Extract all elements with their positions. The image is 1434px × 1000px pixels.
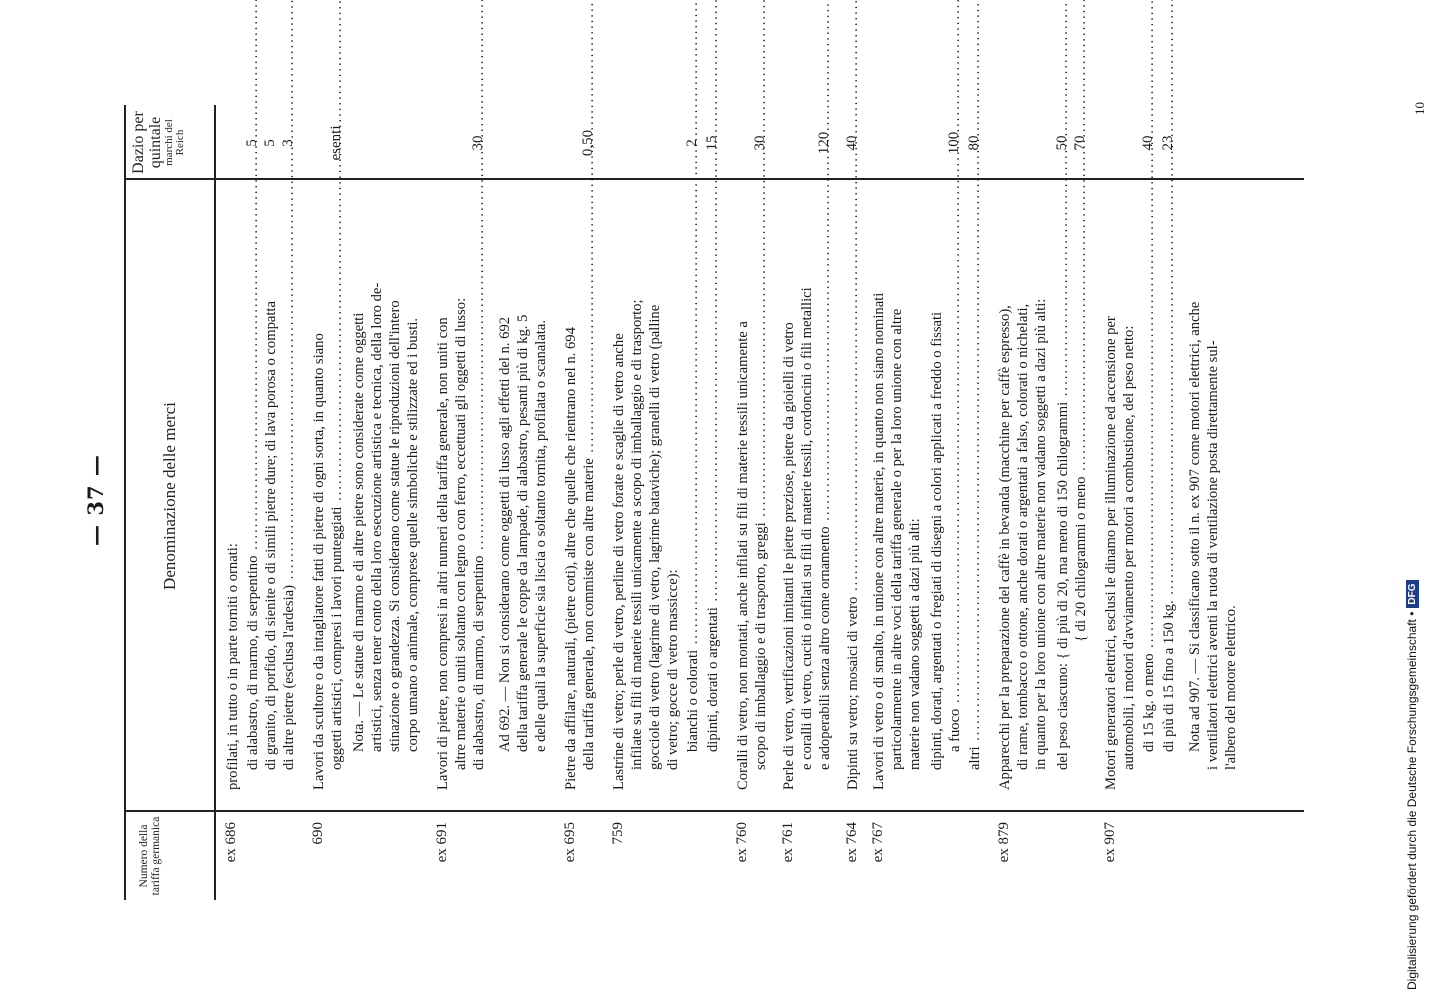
item-text: a fuoco ..... <box>946 185 964 752</box>
digitization-credit <box>1405 10 1419 990</box>
item-text: e adoperabili senza altro come ornamento ..... <box>816 185 834 770</box>
duty-value: 100 <box>946 131 962 155</box>
page-footer-number: 10 <box>1412 102 1427 115</box>
item-text: Motori generatori elettrici, esclusi le dinamo per illuminazione ed accensione per <box>1103 316 1119 790</box>
item-text: in quanto per la loro unione con altre materie non vadano soggetti a dazi più alti: <box>1033 298 1049 770</box>
duty-value: 23 <box>1160 135 1176 151</box>
item-text: { di 20 chilogrammi o meno ..... <box>1072 185 1090 642</box>
item-text: Lavori da scultore o da intagliatore fatti di pietre di ogni sorta, in quanto siano <box>311 333 327 790</box>
note-text: della tariffa generale le coppe da lampade, di alabastro, pesanti più di kg. 5 <box>515 314 531 752</box>
duty-value: 2 <box>684 139 700 147</box>
note-text: i ventilatori elettrici aventi la ruota di ventilazione posta direttamente sul- <box>1205 340 1221 770</box>
item-text: altre materie o uniti soltanto con legno o con ferro, eccettuati gli oggetti di lusso: <box>453 297 469 770</box>
note-text: l'albero del motore elettrico. <box>1223 605 1239 770</box>
tariff-number: ex 879 <box>996 822 1012 863</box>
item-text: di granito, di porfido, di sienite o di simili pietre dure; di lava porosa o compatta <box>263 301 279 770</box>
note-text: Ad 692. — Non si considerano come oggetti di lusso agli effetti del n. 692 <box>497 316 513 752</box>
table-top-rule <box>124 105 126 900</box>
item-text: e coralli di vetro, cuciti o infilati su fili di materie tessili, cordoncini o fili metallici <box>799 287 815 770</box>
duty-value: 0,50 <box>580 129 596 157</box>
item-text: Lavori di vetro o di smalto, in unione con altre materie, in quanto non siano nominati <box>871 292 887 790</box>
column-header-description: Denominazione delle merci <box>160 402 179 590</box>
item-text: automobili, i motori d'avviamento per motori a combustione, del peso netto: <box>1121 325 1137 770</box>
tariff-number: ex 764 <box>844 822 860 863</box>
duty-value: 5 <box>262 139 278 147</box>
duty-value: 40 <box>1140 135 1156 151</box>
tariff-number: ex 691 <box>434 822 450 863</box>
item-text: di 15 kg. o meno ..... <box>1140 185 1158 752</box>
item-text: Coralli di vetro, non montati, anche infilati su fili di materie tessili unicamente a <box>735 321 751 790</box>
tariff-number: ex 760 <box>734 822 750 863</box>
duty-value: 50 <box>1054 135 1070 151</box>
duty-value: 30 <box>752 135 768 151</box>
tariff-number: ex 695 <box>562 822 578 863</box>
item-text: altri ..... <box>966 185 984 770</box>
page-header: — 37 — <box>83 454 108 546</box>
item-text: di altre pietre (esclusa l'ardesia) ..... <box>280 185 298 770</box>
duty-unit-label: marchi del Reich <box>163 119 186 166</box>
tariff-number: ex 761 <box>780 822 796 863</box>
column-header-duty <box>130 105 186 180</box>
item-text: di alabastro, di marmo, di serpentino ..... <box>470 185 488 770</box>
item-text: di alabastro, di marmo, di serpentino ..... <box>244 185 262 770</box>
note-text: e delle quali la superficie sia liscia o soltanto tornita, profilata o scanalata. <box>533 320 549 752</box>
note-text: corpo umano o animale, comprese quelle simboliche e stilizzate ed i busti. <box>405 317 421 752</box>
tariff-number: 759 <box>610 822 626 845</box>
column-divider <box>124 811 1304 813</box>
credit-text: Digitalisierung gefördert durch die Deutsche Forschungsgemeinschaft • <box>1405 611 1419 990</box>
note-text: stinazione o grandezza. Si considerano come statue le riproduzioni dell'intero <box>387 300 403 752</box>
column-header-number: Numero della tariffa germanica <box>138 816 162 896</box>
item-text: bianchi o colorati ..... <box>684 185 702 752</box>
item-text: materie non vadano soggetti a dazi più alti: <box>907 518 923 770</box>
note-text: Nota. — Le statue di marmo e di altre pietre sono considerate come oggetti <box>351 312 367 752</box>
duty-value: 3 <box>280 139 296 147</box>
duty-value: esenti <box>328 125 344 161</box>
item-text: Dipinti su vetro; mosaici di vetro ..... <box>844 185 862 790</box>
duty-value: 15 <box>704 135 720 151</box>
header-bottom-rule <box>214 105 216 900</box>
item-text: dipinti, dorati o argentati ..... <box>704 185 722 752</box>
item-text: di vetro; gocce di vetro massicce): <box>665 569 681 770</box>
item-text: dipinti, dorati, argentati o fregiati di disegni a colori applicati a freddo o fissati <box>929 311 945 770</box>
note-text: artistici, senza tener conto della loro esecuzione artistica e tecnica, della loro de- <box>369 282 385 752</box>
item-text: Perle di vetro, vetrificazioni imitanti le pietre preziose, pietre da gioielli di vetro <box>781 322 797 790</box>
tariff-number: ex 907 <box>1102 822 1118 863</box>
item-text: Apparecchi per la preparazione del caffè in bevanda (macchine per caffè espresso), <box>997 305 1013 790</box>
duty-value: 30 <box>470 135 486 151</box>
duty-value: 80 <box>966 135 982 151</box>
item-text: Lastrine di vetro; perle di vetro, perline di vetro forate e scaglie di vetro anche <box>611 333 627 790</box>
duty-header-label: Dazio per quintale <box>130 111 164 174</box>
duty-value: 70 <box>1072 135 1088 151</box>
item-text: infilate su fili di materie tessili unicamente a scopo di imballaggio e di trasporto; <box>629 299 645 770</box>
duty-value: 40 <box>844 135 860 151</box>
duty-value: 120 <box>816 131 832 155</box>
item-text: particolarmente in altre voci della tariffa generale o per la loro unione con altre <box>889 308 905 770</box>
item-text: scopo di imballaggio e di trasporto, greggi ..... <box>752 185 770 770</box>
item-text: profilati, in tutto o in parte torniti o ornati: <box>225 543 241 790</box>
item-text: del peso ciascuno: { di più di 20, ma meno di 150 chilogrammi ..... <box>1054 185 1072 770</box>
item-text: di più di 15 fino a 150 kg. ..... <box>1160 185 1178 752</box>
item-text: della tariffa generale, non commiste con altre materie ..... <box>580 185 598 770</box>
tariff-number: ex 686 <box>223 822 239 863</box>
duty-value: 5 <box>244 139 260 147</box>
tariff-number: 690 <box>310 822 326 845</box>
item-text: di rame, tombacco o ottone, anche dorati o argentati a falso, colorati o nichelati, <box>1015 303 1031 770</box>
note-text: Nota ad 907. — Si classificano sotto il n. ex 907 come motori elettrici, anche <box>1187 301 1203 752</box>
item-text: Pietre da affilare, naturali, (pietre coti), altre che quelle che rientrano nel n. 694 <box>563 327 579 790</box>
tariff-number: ex 767 <box>870 822 886 863</box>
item-text: gocciole di vetro (lagrime di vetro, lagrime bataviche); granelli di vetro (palline <box>647 304 663 770</box>
item-text: Lavori di pietre, non compresi in altri numeri della tariffa generale, non uniti con <box>435 317 451 790</box>
item-text: oggetti artistici, compresi i lavori punteggiati ..... <box>328 185 346 770</box>
dfg-logo: DFG <box>1406 580 1419 607</box>
